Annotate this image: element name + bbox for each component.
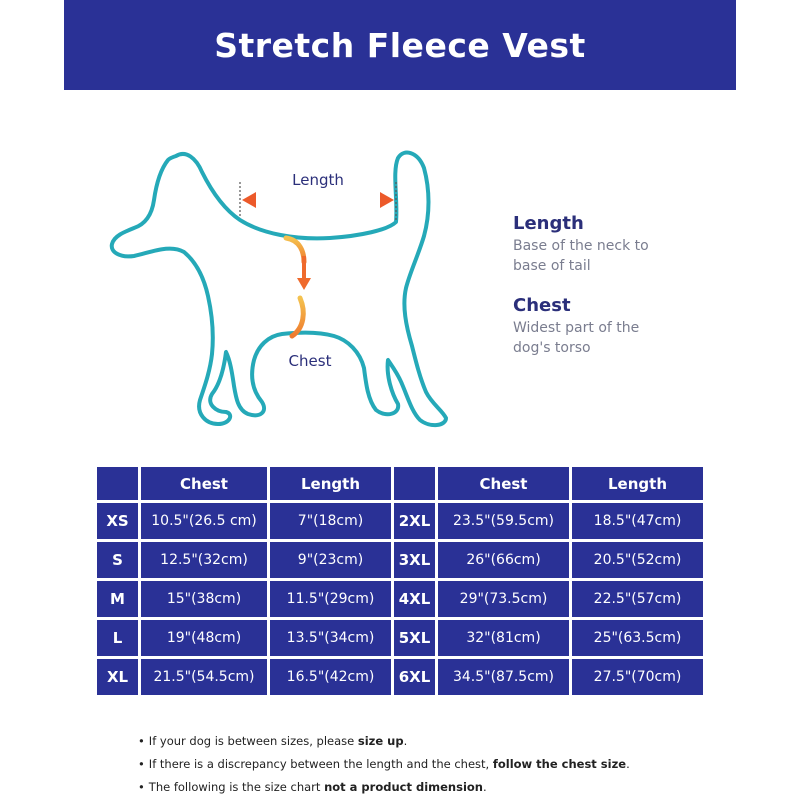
chest-value: 10.5"(26.5 cm) — [141, 503, 267, 539]
note-item — [138, 779, 630, 802]
length-value: 27.5"(70cm) — [572, 659, 703, 695]
chest-value: 23.5"(59.5cm) — [438, 503, 569, 539]
note-bold: not a product dimension — [324, 780, 483, 794]
length-value: 20.5"(52cm) — [572, 542, 703, 578]
size-label: XL — [97, 659, 138, 695]
header-length: Length — [270, 467, 391, 500]
chest-value: 29"(73.5cm) — [438, 581, 569, 617]
sizing-notes — [138, 733, 630, 802]
size-label: L — [97, 620, 138, 656]
chest-value: 32"(81cm) — [438, 620, 569, 656]
dog-outline — [112, 153, 446, 426]
note-text: The following is the size chart — [148, 780, 325, 794]
diagram-length-label: Length — [292, 171, 344, 189]
title-banner — [64, 0, 736, 90]
note-text: If your dog is between sizes, please — [148, 734, 358, 748]
note-after: . — [403, 734, 408, 748]
note-after: . — [626, 757, 630, 771]
length-arrow — [242, 192, 394, 208]
note-bold: size up — [357, 734, 404, 748]
chest-value: 21.5"(54.5cm) — [141, 659, 267, 695]
table-corner — [97, 467, 138, 500]
note-text: If there is a discrepancy between the length and the chest, — [148, 757, 493, 771]
legend-chest-title: Chest — [513, 295, 571, 316]
size-label: 5XL — [394, 620, 435, 656]
legend-length-title: Length — [513, 213, 584, 234]
diagram-chest-label: Chest — [288, 352, 332, 370]
note-after: . — [483, 780, 487, 794]
length-value: 13.5"(34cm) — [270, 620, 391, 656]
note-bold: follow the chest size — [492, 757, 627, 771]
chest-value: 19"(48cm) — [141, 620, 267, 656]
size-label: 3XL — [394, 542, 435, 578]
note-item — [138, 756, 630, 779]
length-value: 7"(18cm) — [270, 503, 391, 539]
dog-measurement-diagram — [0, 90, 800, 460]
length-value: 11.5"(29cm) — [270, 581, 391, 617]
header-length: Length — [572, 467, 703, 500]
length-value: 16.5"(42cm) — [270, 659, 391, 695]
chest-value: 12.5"(32cm) — [141, 542, 267, 578]
page-title: Stretch Fleece Vest — [214, 25, 586, 65]
size-chart-table — [97, 467, 703, 697]
header-chest: Chest — [141, 467, 267, 500]
size-table-right — [394, 467, 703, 697]
table-corner — [394, 467, 435, 500]
size-label: 4XL — [394, 581, 435, 617]
chest-value: 15"(38cm) — [141, 581, 267, 617]
legend-chest-desc-2: dog's torso — [513, 340, 591, 356]
size-label: M — [97, 581, 138, 617]
legend-length — [513, 213, 649, 276]
length-value: 22.5"(57cm) — [572, 581, 703, 617]
note-item — [138, 733, 630, 756]
size-table-left — [97, 467, 391, 697]
length-value: 9"(23cm) — [270, 542, 391, 578]
chest-measure-band — [286, 238, 311, 336]
length-value: 18.5"(47cm) — [572, 503, 703, 539]
chest-value: 26"(66cm) — [438, 542, 569, 578]
bullet-icon: • — [138, 734, 145, 748]
bullet-icon: • — [138, 757, 145, 771]
legend-length-desc-2: base of tail — [513, 258, 591, 274]
size-label: S — [97, 542, 138, 578]
chest-value: 34.5"(87.5cm) — [438, 659, 569, 695]
length-value: 25"(63.5cm) — [572, 620, 703, 656]
size-label: 2XL — [394, 503, 435, 539]
legend-chest — [513, 295, 639, 358]
size-label: XS — [97, 503, 138, 539]
header-chest: Chest — [438, 467, 569, 500]
legend-length-desc-1: Base of the neck to — [513, 238, 649, 254]
legend-chest-desc-1: Widest part of the — [513, 320, 640, 336]
size-label: 6XL — [394, 659, 435, 695]
bullet-icon: • — [138, 780, 145, 794]
